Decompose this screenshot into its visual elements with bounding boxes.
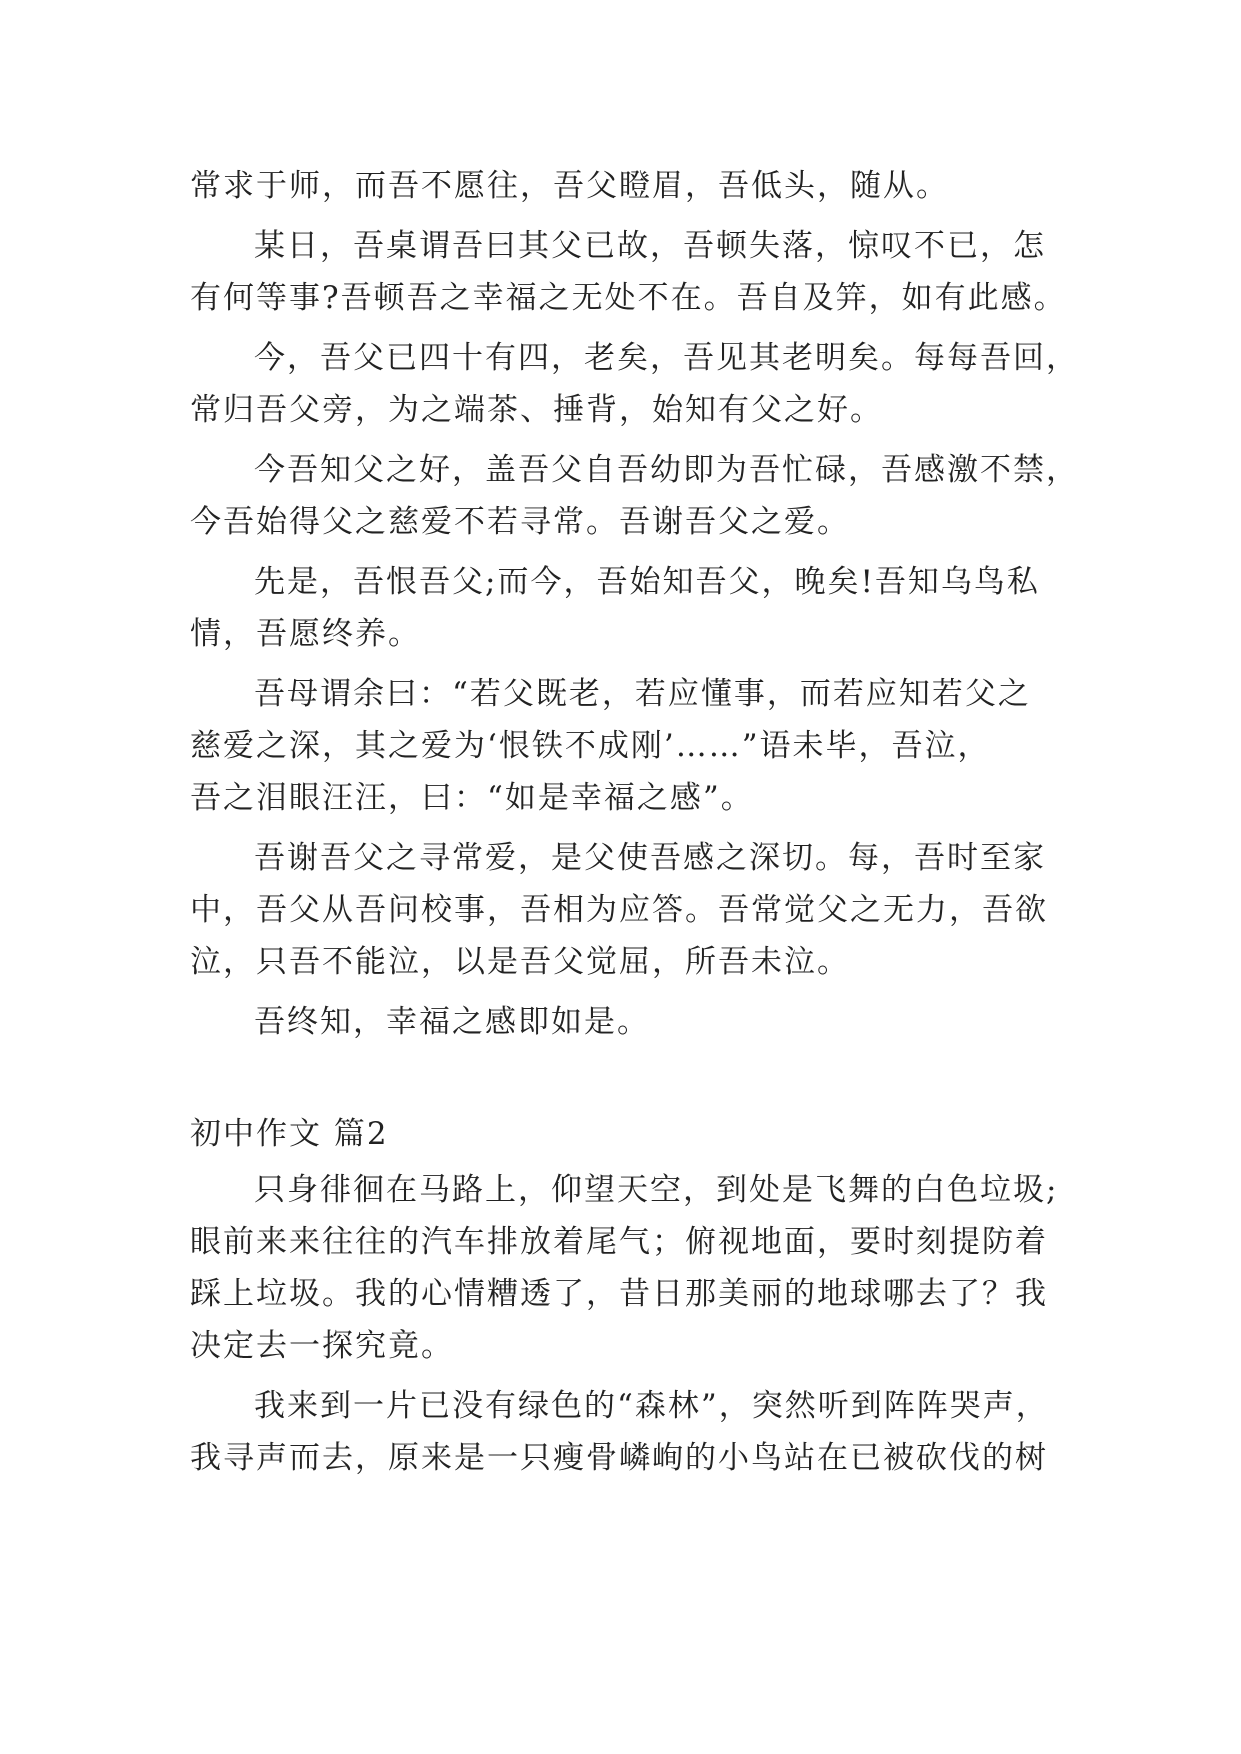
text-line: 慈爱之深，其之爱为‘恨铁不成刚’……”语未毕，吾泣， <box>190 728 991 764</box>
text-line: 某日，吾桌谓吾曰其父已故，吾顿失落，惊叹不已，怎 <box>254 228 1046 264</box>
text-line: 常求于师，而吾不愿往，吾父瞪眉，吾低头，随从。 <box>190 168 949 204</box>
text-line: 吾谢吾父之寻常爱，是父使吾感之深切。每，吾时至家 <box>254 840 1046 876</box>
text-line: 吾母谓余曰：“若父既老，若应懂事，而若应知若父之 <box>254 676 1031 712</box>
text-line: 有何等事?吾顿吾之幸福之无处不在。吾自及笄，如有此感。 <box>190 280 1067 316</box>
text-line: 我寻声而去，原来是一只瘦骨嶙峋的小鸟站在已被砍伐的树 <box>190 1440 1048 1476</box>
text-line: 只身徘徊在马路上，仰望天空，到处是飞舞的白色垃圾; <box>254 1172 1059 1208</box>
text-line: 先是，吾恨吾父;而今，吾始知吾父，晚矣!吾知乌鸟私 <box>254 564 1040 600</box>
text-line: 眼前来来往往的汽车排放着尾气；俯视地面，要时刻提防着 <box>190 1224 1048 1260</box>
essay-section-2 <box>190 1164 1065 1484</box>
text-line: 中，吾父从吾问校事，吾相为应答。吾常觉父之无力，吾欲 <box>190 892 1048 928</box>
text-line: 我来到一片已没有绿色的“森林”，突然听到阵阵哭声， <box>254 1388 1049 1424</box>
text-line: 决定去一探究竟。 <box>190 1328 454 1364</box>
text-line: 今吾始得父之慈爱不若寻常。吾谢吾父之爱。 <box>190 504 850 540</box>
text-line: 今，吾父已四十有四，老矣，吾见其老明矣。每每吾回， <box>254 340 1079 376</box>
paragraph <box>190 160 1065 212</box>
paragraph <box>190 332 1079 436</box>
text-line: 吾之泪眼汪汪，曰：“如是幸福之感”。 <box>190 780 754 816</box>
paragraph <box>190 1164 1065 1372</box>
text-line: 吾终知，幸福之感即如是。 <box>254 1004 650 1040</box>
text-line: 踩上垃圾。我的心情糟透了，昔日那美丽的地球哪去了？我 <box>190 1276 1048 1312</box>
paragraph <box>190 668 1065 824</box>
document-body <box>190 160 1079 1492</box>
text-line: 今吾知父之好，盖吾父自吾幼即为吾忙碌，吾感激不禁， <box>254 452 1079 488</box>
section-title: 初中作文 篇2 <box>190 1116 389 1152</box>
paragraph <box>190 220 1065 324</box>
paragraph <box>190 1380 1065 1484</box>
paragraph <box>190 444 1079 548</box>
text-line: 常归吾父旁，为之端茶、捶背，始知有父之好。 <box>190 392 883 428</box>
text-line: 泣，只吾不能泣，以是吾父觉屈，所吾未泣。 <box>190 944 850 980</box>
paragraph <box>190 996 1065 1048</box>
paragraph <box>190 556 1065 660</box>
paragraph <box>190 832 1065 988</box>
essay-section-1 <box>190 160 1079 1048</box>
text-line: 情，吾愿终养。 <box>190 616 421 652</box>
